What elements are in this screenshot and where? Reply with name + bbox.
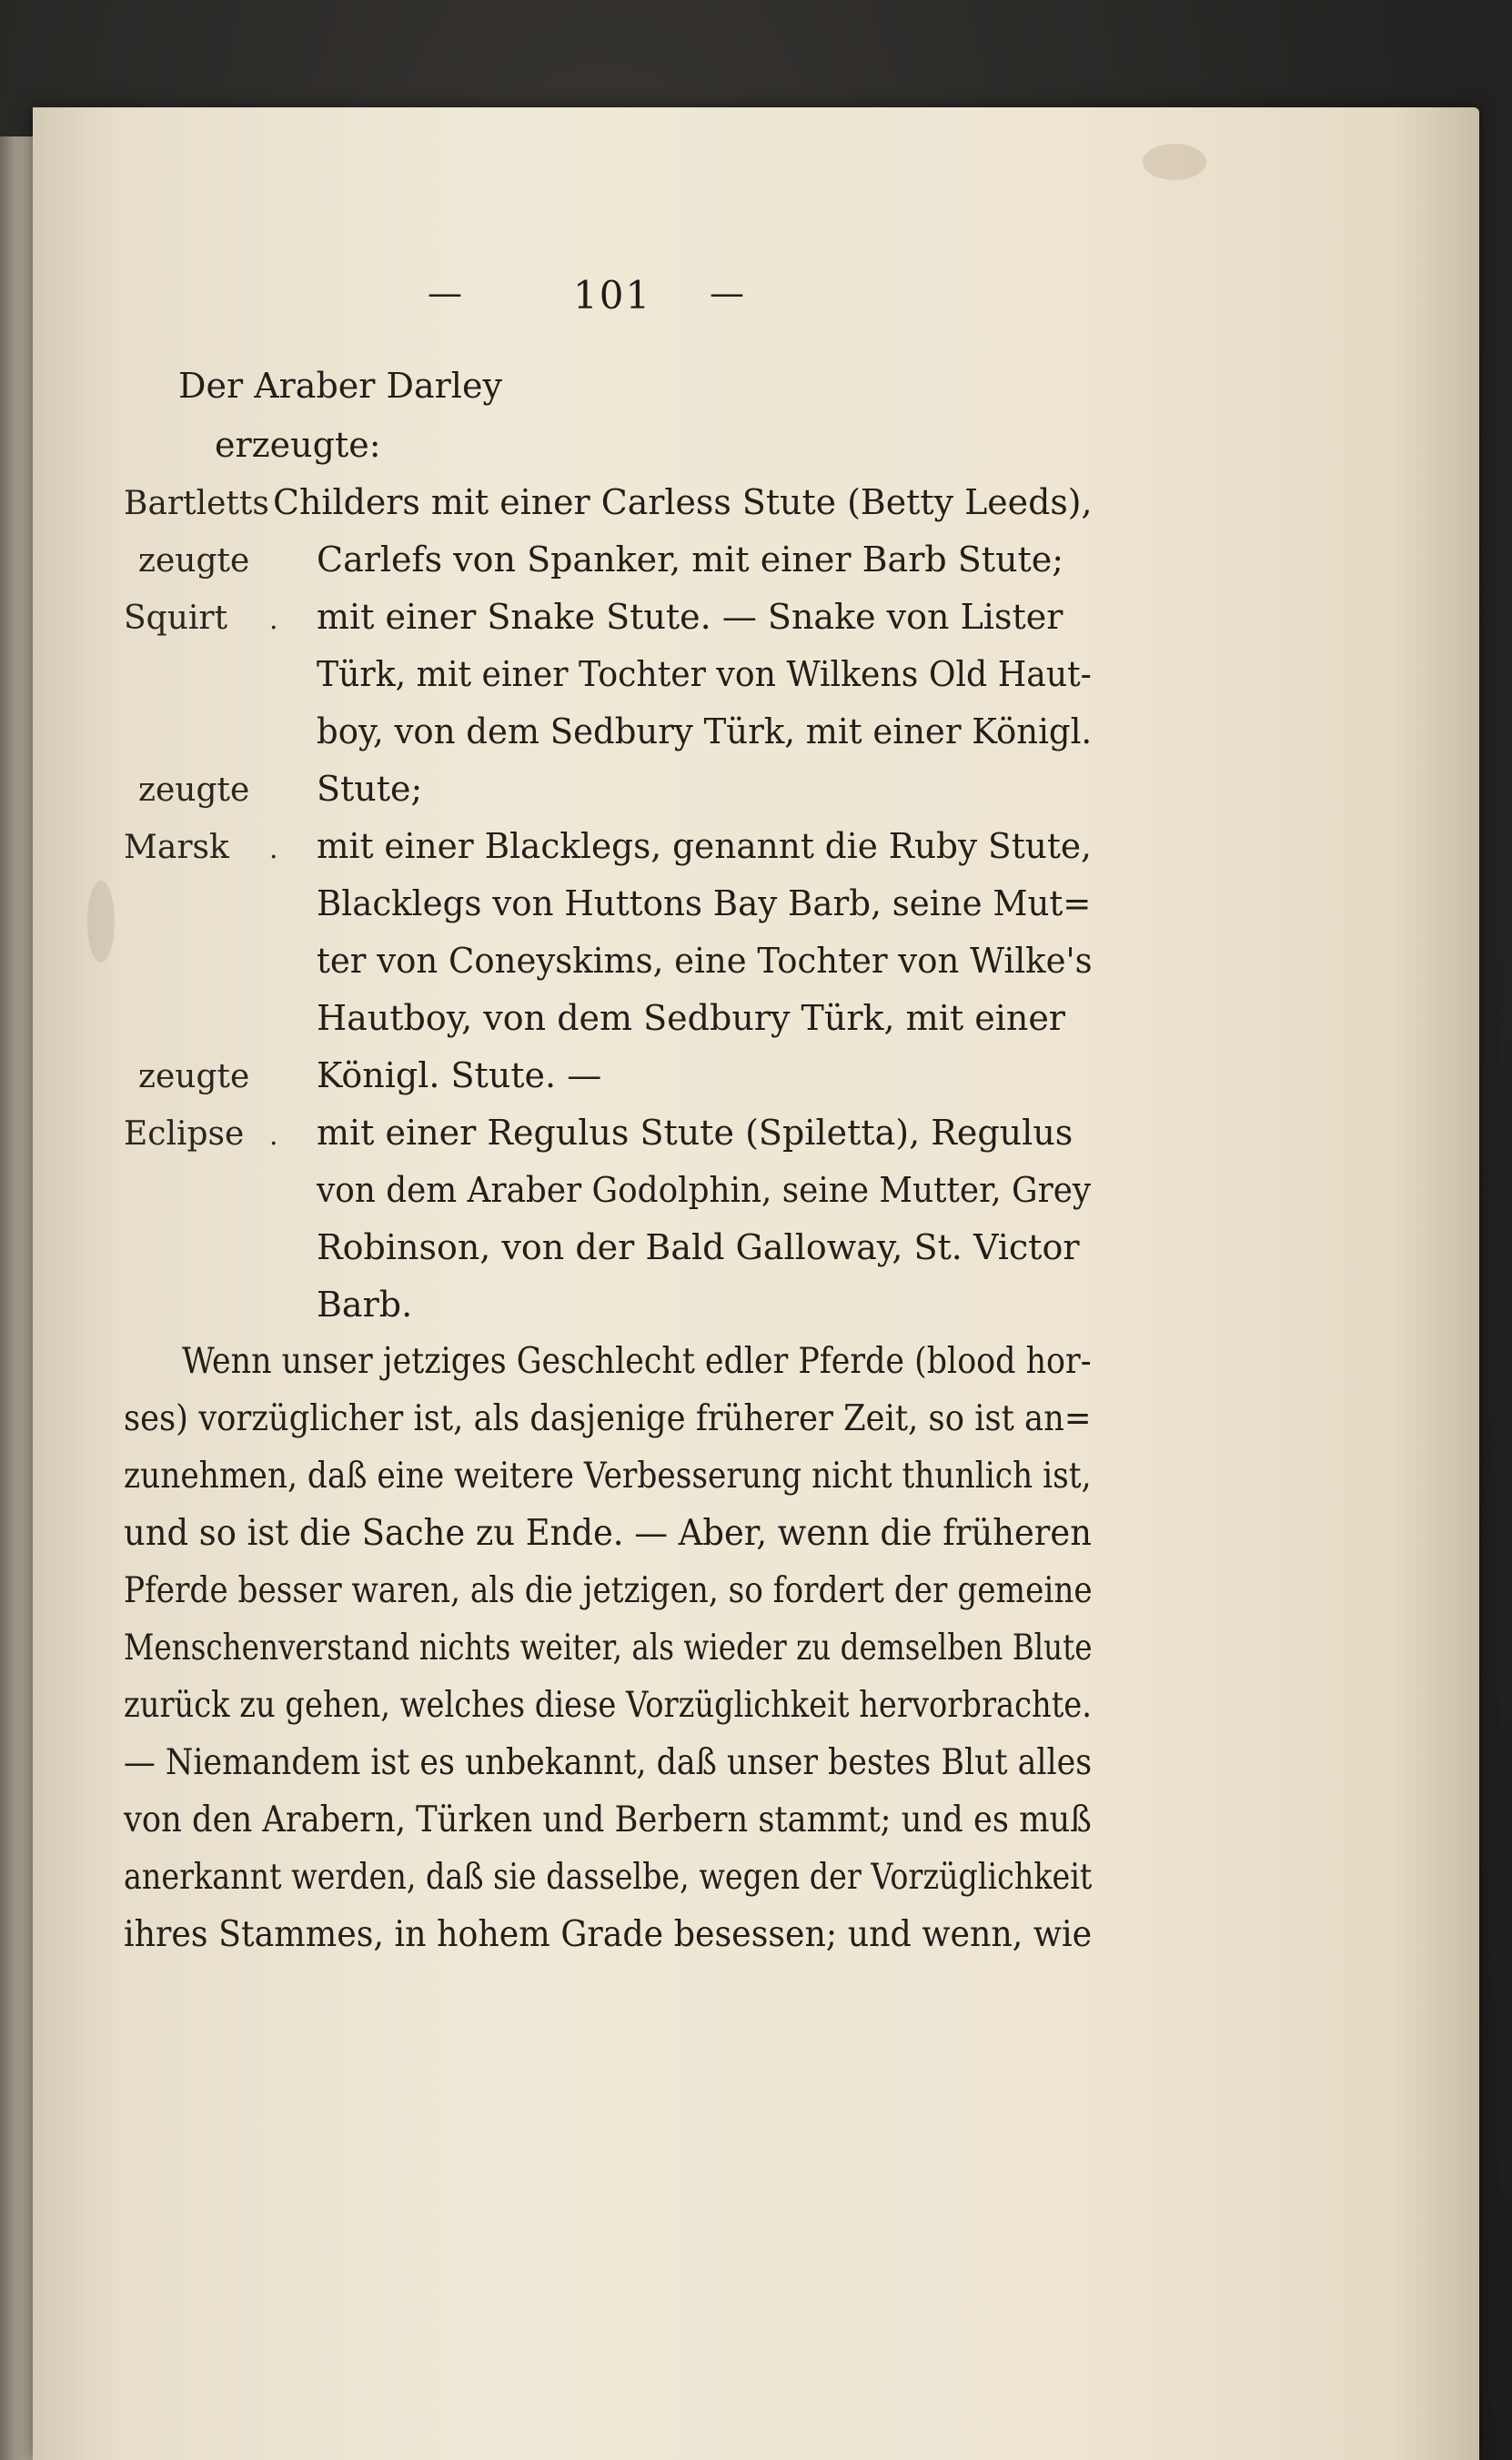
pedigree-label: Squirt	[124, 600, 228, 637]
pedigree-line: Königl. Stute. —	[317, 1055, 602, 1095]
pedigree-line: ter von Coneyskims, eine Tochter von Wilke's	[317, 941, 1093, 981]
pedigree-label: Marsk	[124, 829, 229, 866]
paragraph-line: Pferde besser waren, als die jetzigen, so fordert der gemeine	[124, 1570, 1093, 1611]
header-dash-right: —	[710, 273, 746, 313]
pedigree-line: Robinson, von der Bald Galloway, St. Victor	[317, 1227, 1080, 1267]
paragraph-line: — Niemandem ist es unbekannt, daß unser bestes Blut alles	[124, 1742, 1093, 1783]
paper-stain	[1143, 144, 1206, 180]
pedigree-line: mit einer Regulus Stute (Spiletta), Regulus	[317, 1113, 1074, 1153]
pedigree-line: Barb.	[317, 1285, 413, 1325]
section-heading: Der Araber Darley	[178, 366, 502, 406]
section-subheading: erzeugte:	[215, 425, 381, 465]
pedigree-line: Carlefs von Spanker, mit einer Barb Stute;	[317, 539, 1064, 580]
paragraph-line: ihres Stammes, in hohem Grade besessen; und wenn, wie	[124, 1914, 1093, 1955]
page-number: 101	[573, 273, 652, 318]
pedigree-line: mit einer Blacklegs, genannt die Ruby Stute,	[317, 826, 1092, 866]
pedigree-line: Blacklegs von Huttons Bay Barb, seine Mut=	[317, 883, 1092, 923]
pedigree-label: zeugte	[138, 1058, 250, 1095]
header-dash-left: —	[428, 273, 464, 313]
paragraph-line: von den Arabern, Türken und Berbern stammt; und es muß	[124, 1800, 1092, 1840]
paragraph-line: ses) vorzüglicher ist, als dasjenige früherer Zeit, so ist an=	[124, 1398, 1092, 1439]
paragraph-line: zunehmen, daß eine weitere Verbesserung nicht thunlich ist,	[124, 1456, 1092, 1497]
pedigree-line: Hautboy, von dem Sedbury Türk, mit einer	[317, 998, 1065, 1038]
pedigree-line: von dem Araber Godolphin, seine Mutter, Grey	[317, 1170, 1092, 1210]
paragraph-line: Wenn unser jetziges Geschlecht edler Pferde (blood hor-	[182, 1341, 1092, 1382]
previous-page-edge	[0, 136, 36, 2460]
pedigree-line: Stute;	[317, 769, 423, 809]
leader-dot: .	[269, 833, 278, 865]
paragraph-line: Menschenverstand nichts weiter, als wieder zu demselben Blute	[124, 1628, 1093, 1669]
leader-dot: .	[269, 1120, 278, 1152]
page-header	[428, 269, 937, 324]
pedigree-label: Bartletts	[124, 485, 269, 522]
paragraph-line: und so ist die Sache zu Ende. — Aber, wenn die früheren	[124, 1513, 1092, 1554]
pedigree-line: Childers mit einer Carless Stute (Betty Leeds),	[273, 482, 1093, 522]
pedigree-line: boy, von dem Sedbury Türk, mit einer Königl.	[317, 711, 1093, 751]
pedigree-line: Türk, mit einer Tochter von Wilkens Old Haut-	[317, 654, 1092, 694]
paragraph-line: zurück zu gehen, welches diese Vorzüglichkeit hervorbrachte.	[124, 1685, 1092, 1726]
pedigree-label: zeugte	[138, 771, 250, 809]
leader-dot: .	[269, 604, 278, 636]
pedigree-label: zeugte	[138, 542, 250, 580]
paragraph-line: anerkannt werden, daß sie dasselbe, wegen der Vorzüglichkeit	[124, 1857, 1093, 1898]
paper-stain	[87, 881, 115, 963]
pedigree-label: Eclipse	[124, 1115, 245, 1153]
pedigree-line: mit einer Snake Stute. — Snake von Lister	[317, 597, 1063, 637]
